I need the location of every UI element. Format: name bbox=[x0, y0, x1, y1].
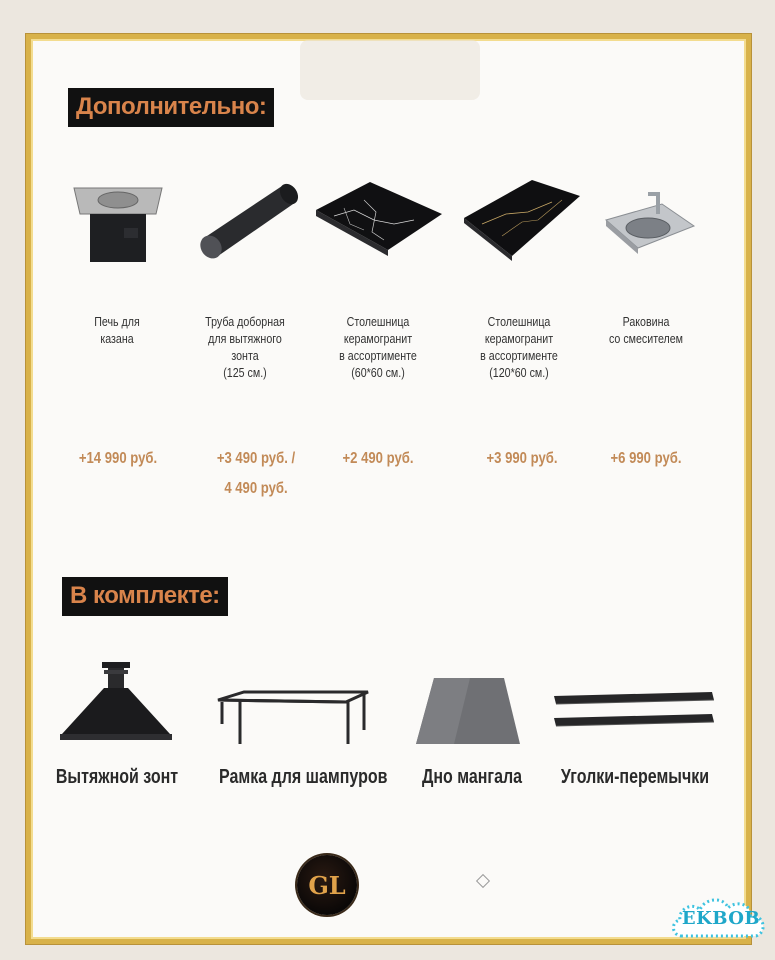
item-name-countertop-120: Столешница керамогранит в ассортименте (120*60 см.) bbox=[480, 314, 558, 380]
faded-header-shape bbox=[300, 40, 480, 100]
item-name-pipe: Труба доборная для вытяжного зонта (125 см.) bbox=[205, 314, 285, 380]
skewer-frame-icon bbox=[214, 690, 372, 746]
gold-frame bbox=[26, 34, 751, 944]
watermark-text: EKBOB bbox=[681, 908, 761, 929]
stove-icon bbox=[68, 178, 168, 264]
square-countertop-icon bbox=[314, 180, 444, 258]
price-countertop-120: +3 990 руб. bbox=[486, 450, 558, 467]
grill-bottom-icon bbox=[414, 676, 522, 748]
kit-label-angle-bars: Уголки-перемычки bbox=[560, 766, 710, 788]
kit-section-title: В комплекте: bbox=[62, 577, 228, 616]
price-countertop-60: +2 490 руб. bbox=[342, 450, 414, 467]
item-name-sink: Раковина со смесителем bbox=[608, 314, 684, 346]
brand-logo: GL bbox=[297, 855, 357, 915]
additional-section-title: Дополнительно: bbox=[68, 88, 274, 127]
price-pipe: +3 490 руб. / 4 490 руб. bbox=[216, 450, 296, 497]
item-name-stove: Печь для казана bbox=[94, 314, 140, 346]
long-countertop-icon bbox=[462, 178, 582, 262]
item-name-countertop-60: Столешница керамогранит в ассортименте (60*60 см.) bbox=[339, 314, 417, 380]
kit-label-grill-bottom: Дно мангала bbox=[421, 766, 523, 788]
price-stove: +14 990 руб. bbox=[78, 450, 158, 467]
price-sink: +6 990 руб. bbox=[610, 450, 682, 467]
hood-icon bbox=[58, 658, 174, 742]
sink-icon bbox=[600, 190, 696, 262]
kit-label-hood: Вытяжной зонт bbox=[55, 766, 179, 788]
pipe-icon bbox=[196, 180, 300, 260]
angle-bars-icon bbox=[552, 690, 718, 738]
kit-label-skewer-frame: Рамка для шампуров bbox=[219, 766, 388, 788]
